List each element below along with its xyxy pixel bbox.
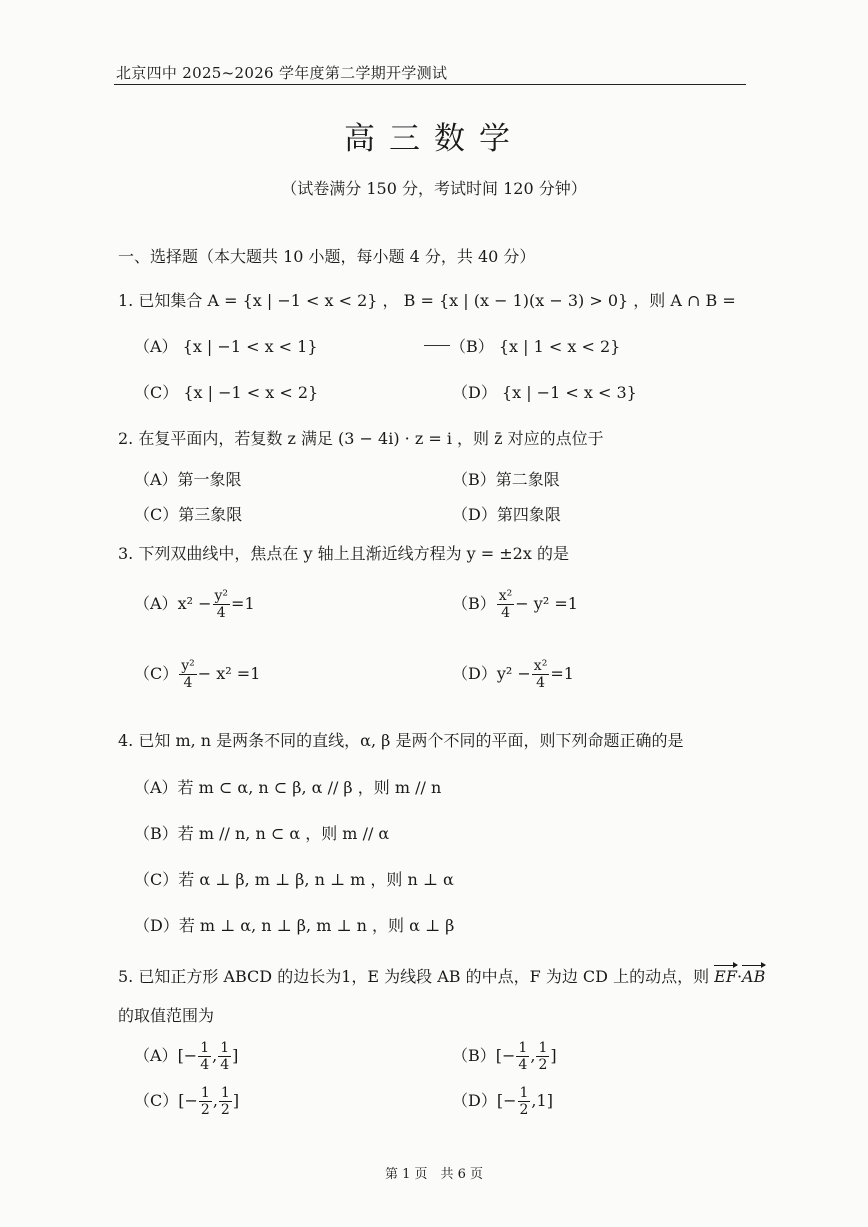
page-title: 高三数学 <box>344 121 524 157</box>
q3-option-c: （C） $\frac{\text{y²}}{4}$ − x² =1 <box>134 658 261 692</box>
question-5-stem-line2: 的取值范围为 <box>118 1006 215 1025</box>
fraction: $\frac{\text{y²}}{4}$ <box>214 588 229 622</box>
question-1-stem: 1. 已知集合 A = {x | −1 < x < 2} ， B = {x | (x − 1)(x − 3) > 0} ，则 A ∩ B = <box>118 291 736 310</box>
q1-option-c: （C） {x | −1 < x < 2} <box>134 383 319 402</box>
question-5-stem: 5. 已知正方形 ABCD 的边长为1，E 为线段 AB 的中点，F 为边 CD 上的动点，则 EF·AB <box>118 967 766 986</box>
q3-option-b: （B） $\frac{\text{x²}}{4}$ − y² =1 <box>452 588 578 622</box>
q1-option-b: （B） {x | 1 < x < 2} <box>450 337 621 356</box>
q3-option-d: （D）y² − $\frac{\text{x²}}{4}$ =1 <box>452 658 574 692</box>
q1-option-b-wrap <box>424 334 620 357</box>
q4-option-c: （C）若 α ⊥ β, m ⊥ β, n ⊥ m ，则 n ⊥ α <box>134 870 454 889</box>
q2-option-d: （D）第四象限 <box>452 505 561 524</box>
q4-option-d: （D）若 m ⊥ α, n ⊥ β, m ⊥ n ，则 α ⊥ β <box>134 916 455 935</box>
q4-option-a: （A）若 m ⊂ α, n ⊂ β, α // β ，则 m // n <box>134 778 442 797</box>
vector-ef: EF <box>714 967 737 986</box>
q5-option-c: （C）[− $\frac{1}{2}$ , $\frac{1}{2}$ ] <box>134 1085 240 1119</box>
exam-header: 北京四中 2025~2026 学年度第二学期开学测试 <box>116 64 448 82</box>
q2-option-c: （C）第三象限 <box>134 505 243 524</box>
q2-option-a: （A）第一象限 <box>134 470 242 489</box>
vector-ab: AB <box>742 967 766 986</box>
question-4-stem: 4. 已知 m, n 是两条不同的直线，α, β 是两个不同的平面，则下列命题正确的是 <box>118 731 684 750</box>
q1-option-d: （D） {x | −1 < x < 3} <box>452 383 637 402</box>
q5-option-b: （B）[− $\frac{1}{4}$ , $\frac{1}{2}$ ] <box>452 1040 557 1074</box>
fraction: $\frac{\text{x²}}{4}$ <box>498 588 513 622</box>
q4-option-b: （B）若 m // n, n ⊂ α ，则 m // α <box>134 824 390 843</box>
header-rule <box>114 84 746 85</box>
exam-subtitle: （试卷满分 150 分，考试时间 120 分钟） <box>281 179 587 198</box>
handwritten-mark <box>424 345 450 346</box>
q5-option-a: （A）[− $\frac{1}{4}$ , $\frac{1}{4}$ ] <box>134 1040 239 1074</box>
fraction: $\frac{\text{x²}}{4}$ <box>533 658 548 692</box>
question-3-stem: 3. 下列双曲线中，焦点在 y 轴上且渐近线方程为 y = ±2x 的是 <box>118 544 569 563</box>
section-heading: 一、选择题（本大题共 10 小题，每小题 4 分，共 40 分） <box>118 247 536 266</box>
q5-option-d: （D）[− $\frac{1}{2}$ ,1] <box>452 1085 553 1119</box>
question-2-stem: 2. 在复平面内，若复数 z 满足 (3 − 4i) · z = i ，则 z̄ 对应的点位于 <box>118 429 604 448</box>
q3-option-a: （A）x² − $\frac{\text{y²}}{4}$ =1 <box>134 588 255 622</box>
q2-option-b: （B）第二象限 <box>452 470 560 489</box>
fraction: $\frac{\text{y²}}{4}$ <box>181 658 195 692</box>
page-footer: 第 1 页 共 6 页 <box>384 1167 484 1182</box>
q1-option-a: （A） {x | −1 < x < 1} <box>134 337 318 356</box>
